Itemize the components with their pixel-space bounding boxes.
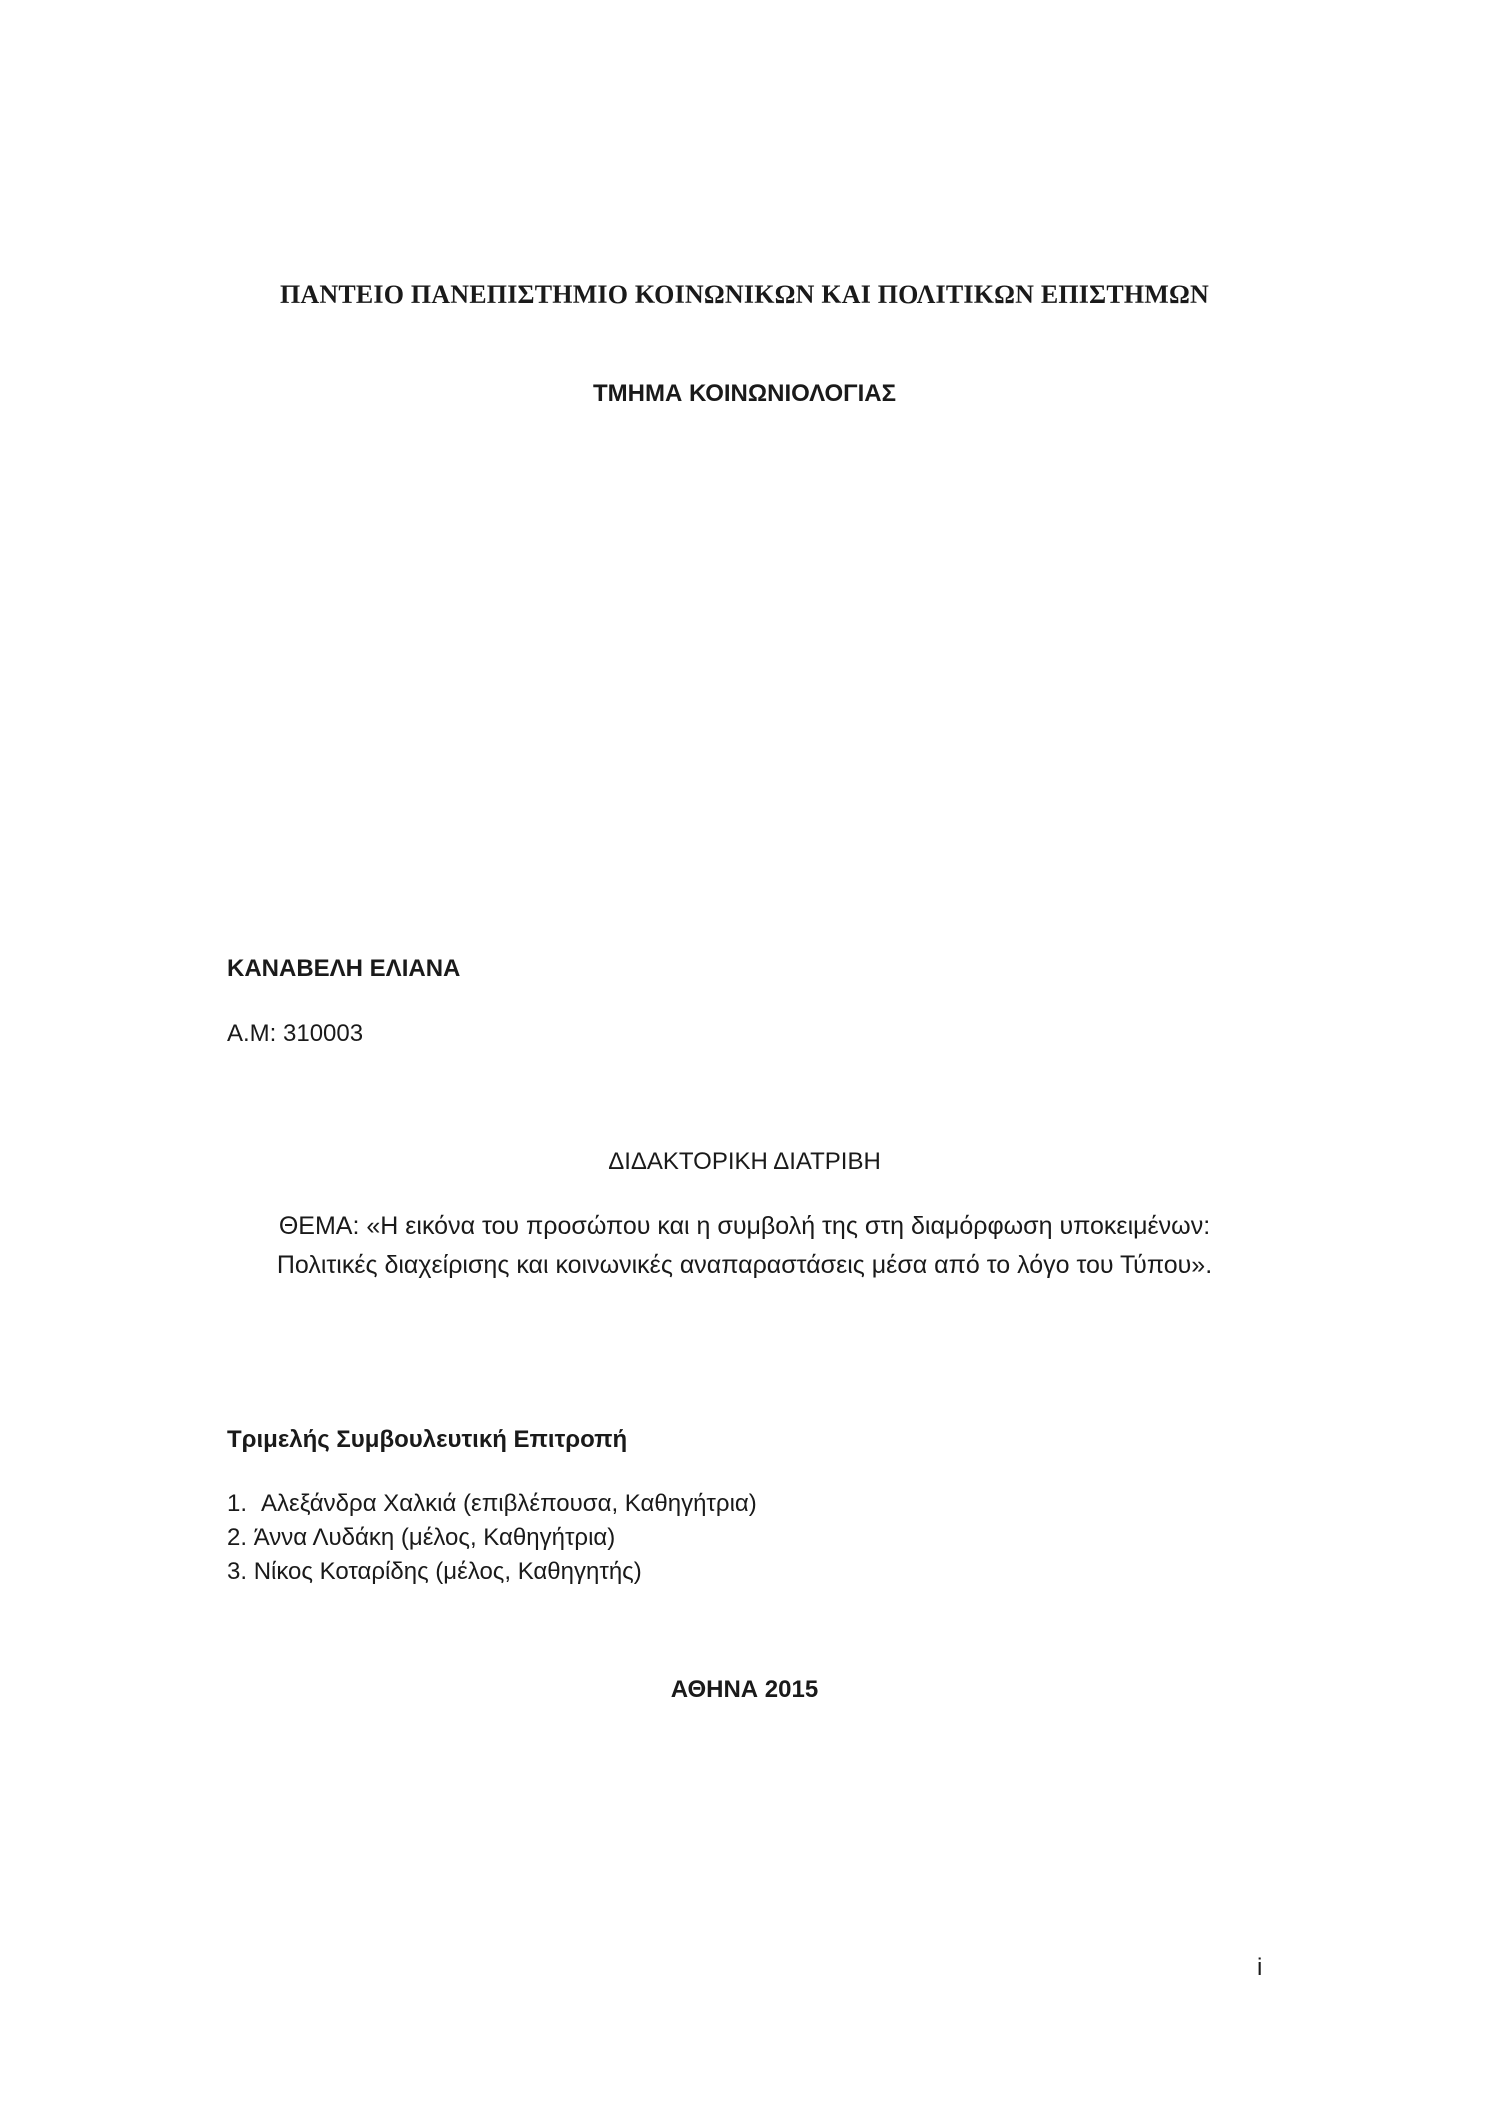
author-name: ΚΑΝΑΒΕΛΗ ΕΛΙΑΝΑ (227, 955, 461, 982)
student-id: Α.Μ: 310003 (227, 1020, 364, 1047)
committee-member-number: 3. (227, 1558, 248, 1585)
committee-member (227, 1526, 615, 1550)
place-and-year: ΑΘΗΝΑ 2015 (670, 1676, 819, 1703)
document-type: ΔΙΔΑΚΤΟΡΙΚΗ ΔΙΑΤΡΙΒΗ (608, 1148, 881, 1175)
committee-heading: Τριμελής Συμβουλευτική Επιτροπή (227, 1426, 628, 1453)
committee-member-number: 2. (227, 1524, 248, 1551)
committee-member (227, 1560, 642, 1584)
thesis-topic-line-1: ΘΕΜΑ: «Η εικόνα του προσώπου και η συμβολή της στη διαμόρφωση υποκειμένων: (278, 1212, 1211, 1240)
thesis-topic-line-2: Πολιτικές διαχείρισης και κοινωνικές αναπαραστάσεις μέσα από το λόγο του Τύπου». (276, 1251, 1213, 1279)
committee-member-number: 1. (227, 1490, 248, 1517)
university-name: ΠΑΝΤΕΙΟ ΠΑΝΕΠΙΣΤΗΜΙΟ ΚΟΙΝΩΝΙΚΩΝ ΚΑΙ ΠΟΛΙΤΙΚΩΝ ΕΠΙΣΤΗΜΩΝ (279, 280, 1210, 309)
committee-member-text: Νίκος Κοταρίδης (μέλος, Καθηγητής) (253, 1558, 642, 1585)
committee-member (227, 1492, 757, 1516)
committee-member-text: Αλεξάνδρα Χαλκιά (επιβλέπουσα, Καθηγήτρια) (261, 1490, 757, 1517)
department-name: ΤΜΗΜΑ ΚΟΙΝΩΝΙΟΛΟΓΙΑΣ (593, 380, 896, 407)
committee-member-text: Άννα Λυδάκη (μέλος, Καθηγήτρια) (253, 1524, 616, 1551)
page-number: i (1257, 1954, 1263, 1981)
